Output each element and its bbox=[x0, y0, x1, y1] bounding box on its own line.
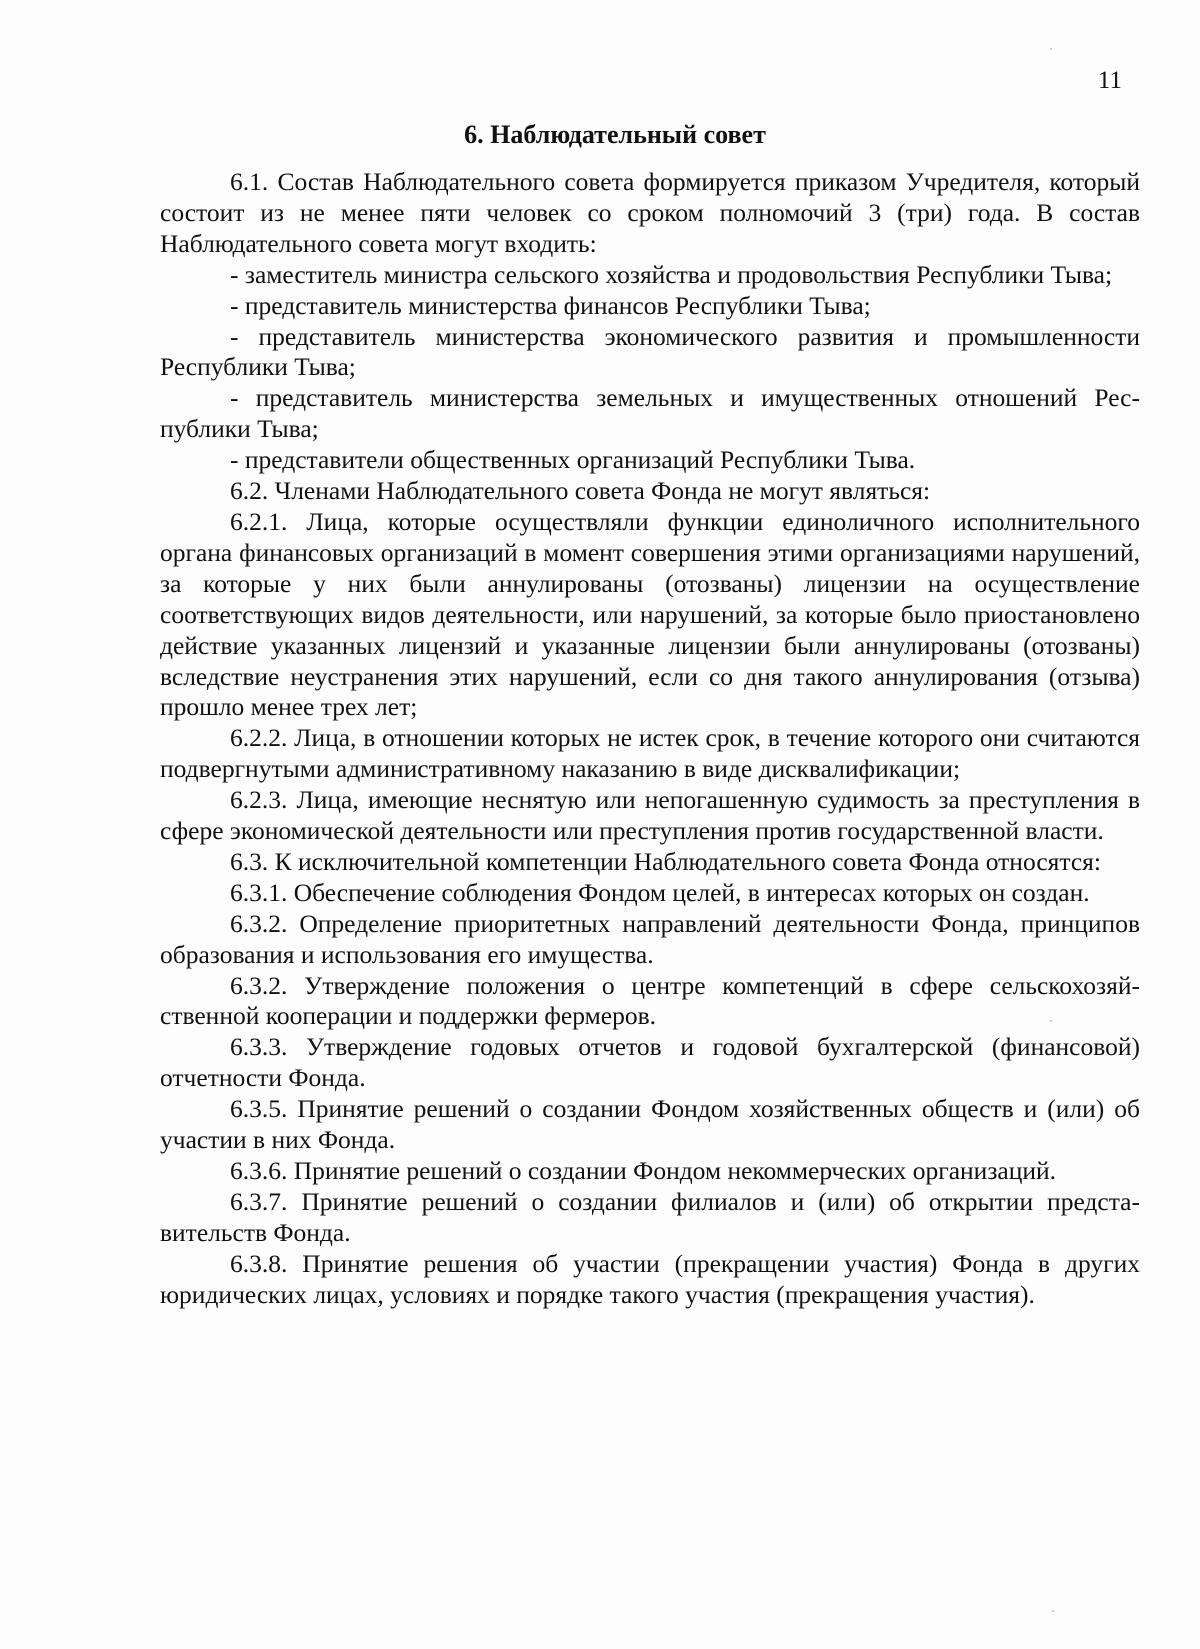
paragraph: 6.3.1. Обеспечение соблюдения Фондом целей, в интересах которых он создан. bbox=[230, 877, 1090, 907]
paragraph: 6.2.3. Лица, имеющие неснятую или непогашенную судимость за преступления в сфере экономической деятельности или преступления против государственной власти. bbox=[160, 785, 1140, 846]
paragraph: 6.2.1. Лица, которые осуществляли функции единоличного исполнительного органа финансовых организаций в момент совершения этими организациями нарушений, за которые у них были аннулированы (отозваны) лицензии на осуществление соответствующих видов деятельности, или нарушений, за которые было приостановлено действие указанных лицензий и указанные лицензии были аннулированы (отозваны) вследствие неустранения этих нарушений, если со дня такого аннулирования (отзыва) прошло менее трех лет; bbox=[160, 506, 1140, 722]
paragraph: - представитель министерства земельных и имущественных отношений Республики Тыва; bbox=[160, 383, 1140, 444]
paragraph: 6.3. К исключительной компетенции Наблюдательного совета Фонда относятся: bbox=[230, 846, 1101, 876]
paragraph: 6.3.5. Принятие решений о создании Фондом хозяйственных обществ и (или) об участии в них Фонда. bbox=[160, 1094, 1140, 1155]
scan-speck bbox=[1050, 48, 1052, 50]
paragraph: 6.3.2. Утверждение положения о центре компетенций в сфере сельскохозяйственной кооперации и поддержки фермеров. bbox=[160, 970, 1140, 1031]
paragraph: 6.2.2. Лица, в отношении которых не истек срок, в течение которого они считаются подвергнутыми административному наказанию в виде дисквалификации; bbox=[160, 723, 1140, 784]
paragraph: 6.1. Состав Наблюдательного совета формируется приказом Учредителя, который состоит из не менее пяти человек со сроком полномочий 3 (три) года. В состав Наблюдательного совета могут входить: bbox=[160, 167, 1140, 258]
scan-speck bbox=[1052, 1610, 1054, 1612]
paragraph: 6.3.8. Принятие решения об участии (прекращении участия) Фонда в других юридических лицах, условиях и порядке такого участия (прекращения участия). bbox=[160, 1248, 1140, 1309]
paragraph: 6.3.2. Определение приоритетных направлений деятельности Фонда, принципов образования и использования его имущества. bbox=[160, 908, 1140, 969]
document-body bbox=[160, 167, 1140, 1311]
paragraph: - представители общественных организаций Республики Тыва. bbox=[230, 445, 916, 475]
paragraph: 6.2. Членами Наблюдательного совета Фонда не могут являться: bbox=[230, 476, 931, 506]
paragraph: - заместитель министра сельского хозяйства и продовольствия Республики Тыва; bbox=[230, 259, 1113, 289]
paragraph: - представитель министерства финансов Республики Тыва; bbox=[230, 290, 871, 320]
paragraph: - представитель министерства экономического развития и промышленности Республики Тыва; bbox=[160, 321, 1140, 382]
paragraph: 6.3.6. Принятие решений о создании Фондом некоммерческих организаций. bbox=[230, 1156, 1057, 1185]
paragraph: 6.3.3. Утверждение годовых отчетов и годовой бухгалтерской (финансовой) отчетности Фонда. bbox=[160, 1032, 1140, 1093]
page-number: 11 bbox=[1097, 67, 1122, 94]
paragraph: 6.3.7. Принятие решений о создании филиалов и (или) об открытии представительств Фонда. bbox=[160, 1186, 1140, 1247]
section-title: 6. Наблюдательный совет bbox=[464, 120, 766, 149]
